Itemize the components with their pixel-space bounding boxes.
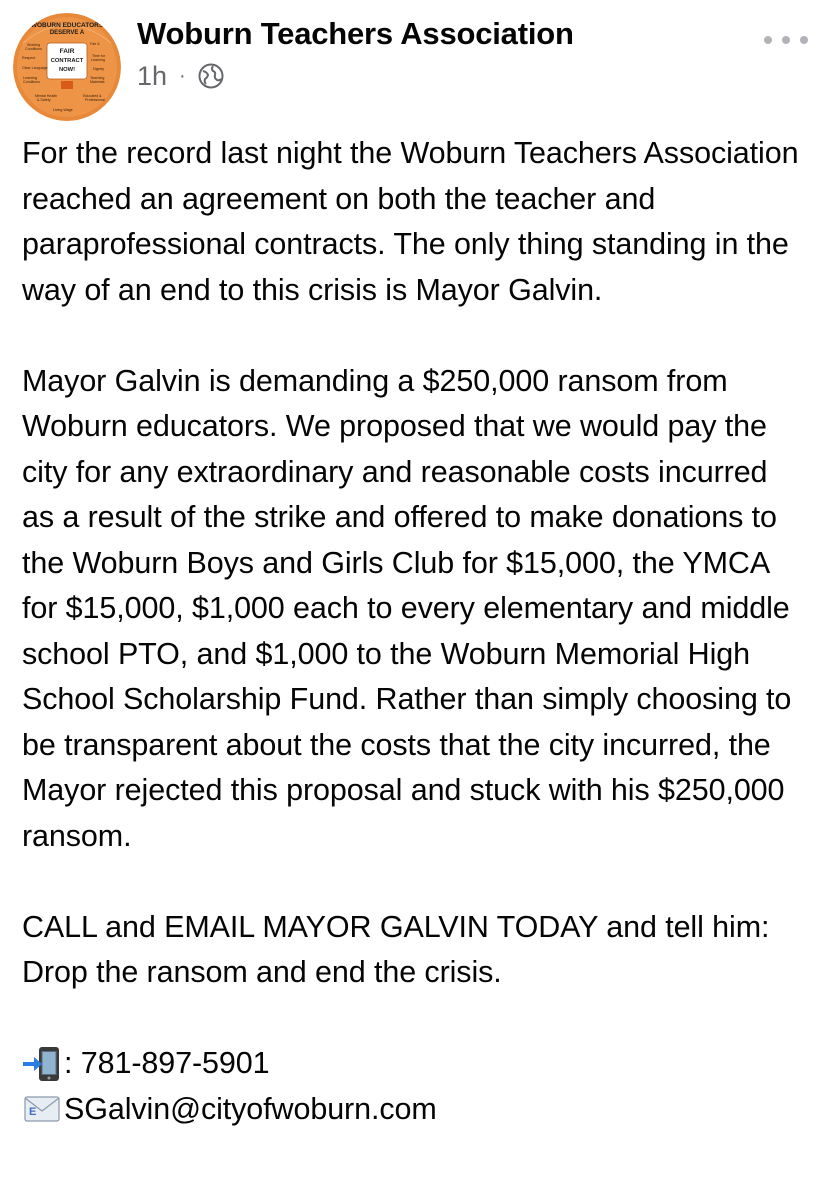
svg-text:Time for: Time for — [92, 54, 106, 58]
svg-text:Conditions: Conditions — [23, 80, 40, 84]
svg-text:CONTRACT: CONTRACT — [50, 58, 84, 64]
svg-text:Respect: Respect — [22, 56, 36, 60]
more-options-icon[interactable] — [764, 30, 808, 50]
email-address[interactable]: SGalvin@cityofwoburn.com — [64, 1091, 437, 1126]
paragraph-gap — [22, 996, 802, 1042]
post-author-name[interactable]: Woburn Teachers Association — [137, 16, 574, 51]
post-body — [22, 131, 802, 1132]
svg-text:& Safety: & Safety — [37, 98, 51, 102]
email-line — [22, 1087, 802, 1133]
svg-text:WOBURN EDUCATORS: WOBURN EDUCATORS — [30, 22, 104, 29]
post-paragraph: CALL and EMAIL MAYOR GALVIN TODAY and tell him: Drop the ransom and end the crisis. — [22, 909, 770, 989]
mobile-phone-with-arrow-icon — [22, 1046, 62, 1082]
phone-number[interactable]: : 781-897-5901 — [64, 1046, 270, 1080]
post-meta — [137, 58, 224, 94]
email-icon — [22, 1091, 62, 1127]
more-dot — [764, 36, 772, 44]
svg-text:Teaching: Teaching — [90, 76, 105, 80]
phone-line — [22, 1041, 802, 1087]
svg-text:NOW!: NOW! — [58, 67, 76, 73]
svg-text:E: E — [29, 1106, 37, 1119]
svg-text:Materials: Materials — [90, 80, 105, 84]
svg-text:Learning: Learning — [91, 58, 105, 62]
paragraph-gap — [22, 859, 802, 905]
avatar[interactable] — [13, 13, 121, 121]
svg-text:Fair &: Fair & — [90, 42, 100, 46]
svg-text:FAIR: FAIR — [59, 48, 75, 55]
svg-text:Professional: Professional — [85, 98, 105, 102]
avatar-logo-image — [13, 13, 121, 121]
svg-text:Learning: Learning — [23, 76, 37, 80]
svg-text:Living Wage: Living Wage — [53, 108, 73, 112]
svg-text:Mental Health: Mental Health — [35, 94, 58, 98]
paragraph-gap — [22, 313, 802, 359]
post-timestamp[interactable]: 1h — [137, 60, 168, 91]
svg-text:DESERVE A: DESERVE A — [49, 30, 85, 36]
svg-text:Conditions: Conditions — [25, 47, 42, 51]
more-dot — [800, 36, 808, 44]
svg-text:Educated &: Educated & — [83, 94, 102, 98]
svg-text:Clear Language: Clear Language — [22, 66, 48, 70]
post-paragraph: Mayor Galvin is demanding a $250,000 ransom from Woburn educators. We proposed that we would pay the city for any extraordinary and reasonable costs incurred as a result of the strike and offered to make donations to the Woburn Boys and Girls Club for $15,000, the YMCA for $15,000, $1,000 each to every elementary and middle school PTO, and $1,000 to the Woburn Memorial High School Scholarship Fund. Rather than simply choosing to be transparent about the costs that the city incurred, the Mayor rejected this proposal and stuck with his $250,000 ransom. — [22, 363, 792, 853]
svg-text:Working: Working — [27, 43, 41, 47]
more-dot — [782, 36, 790, 44]
post-paragraph: For the record last night the Woburn Teachers Association reached an agreement on both the teacher and paraprofessional contracts. The only thing standing in the way of an end to this crisis is Mayor Galvin. — [22, 136, 799, 307]
globe-icon[interactable] — [198, 63, 224, 89]
meta-separator: · — [179, 64, 186, 87]
svg-text:Dignity: Dignity — [93, 67, 104, 71]
post-header — [0, 0, 822, 120]
